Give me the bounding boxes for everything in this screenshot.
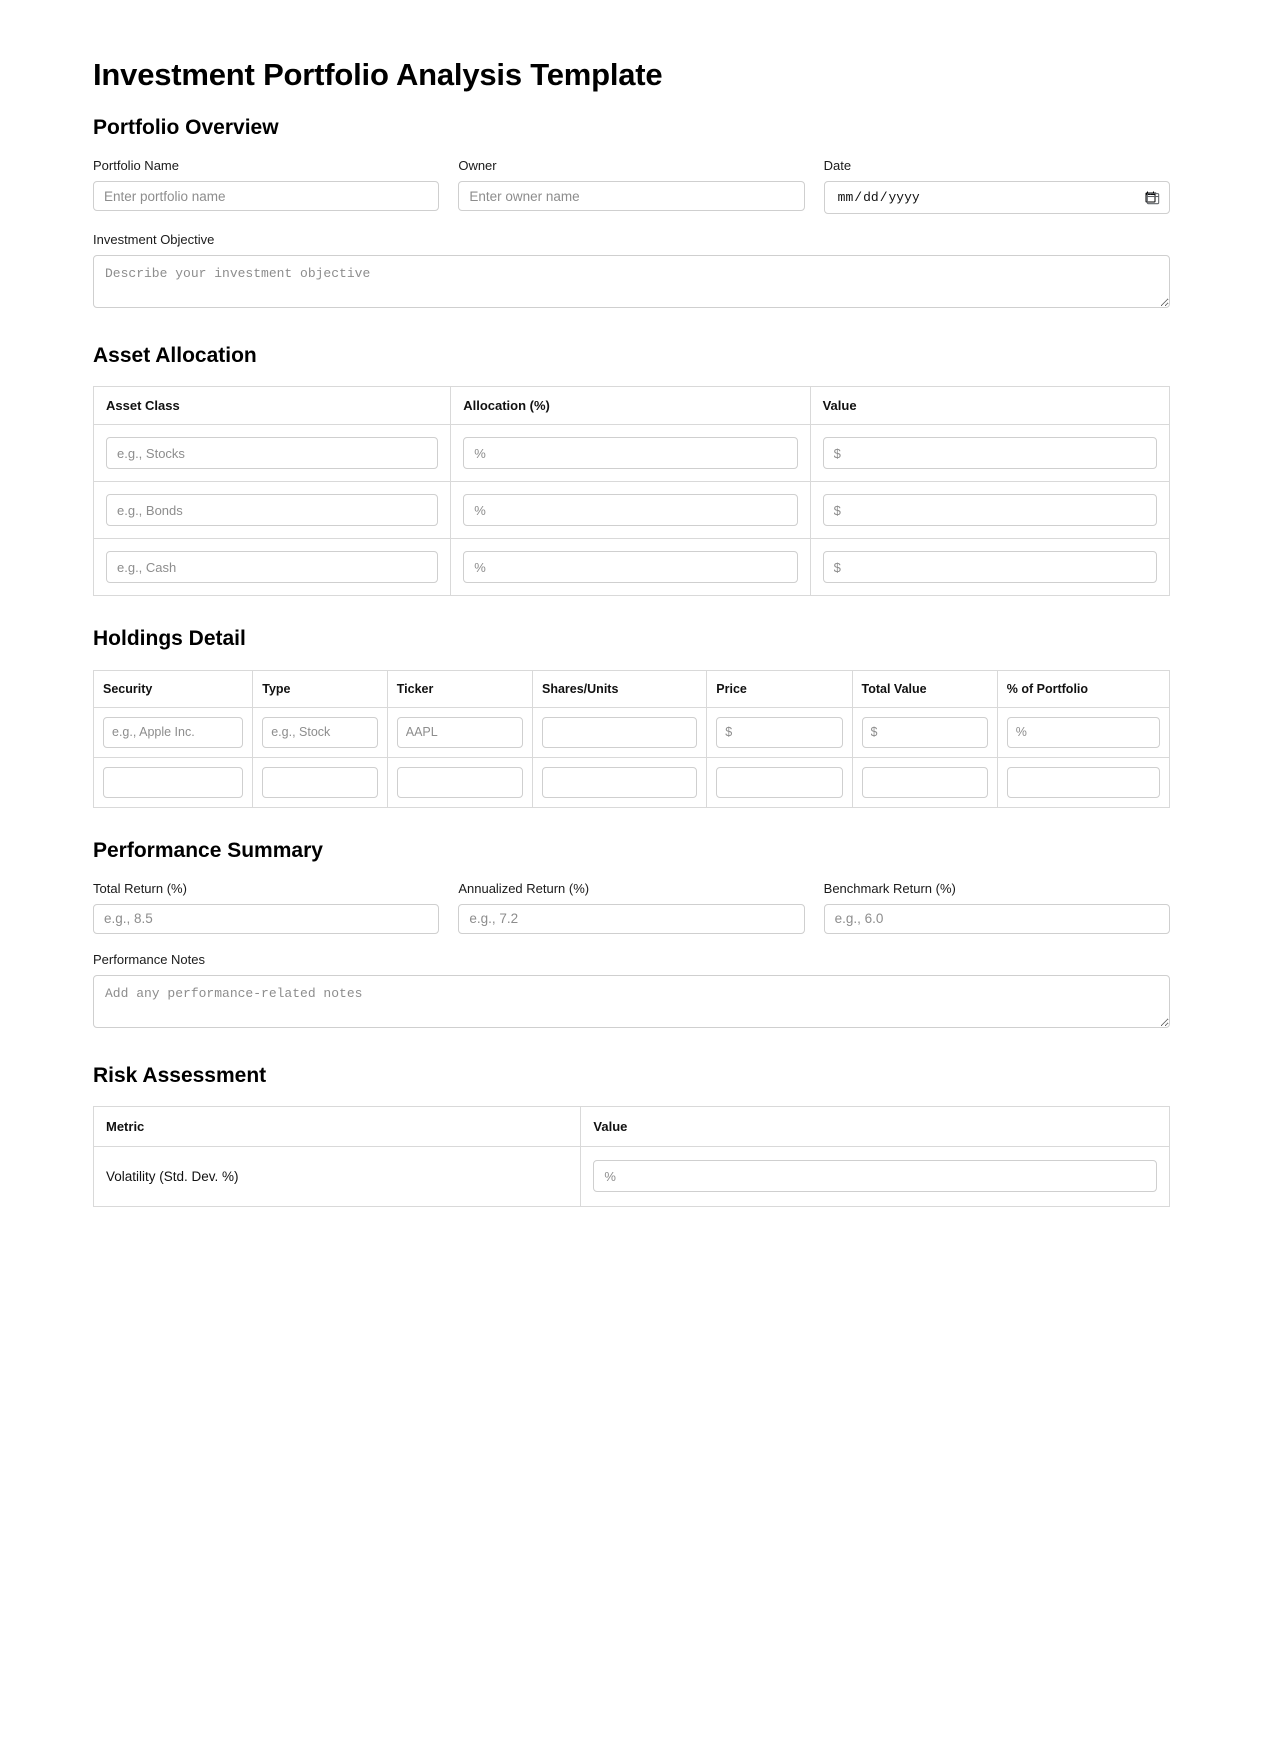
- price-input-2[interactable]: [716, 767, 842, 798]
- table-row: [94, 707, 1170, 757]
- pct-portfolio-input-2[interactable]: [1007, 767, 1160, 798]
- field-total-return: [93, 881, 439, 934]
- performance-notes-textarea[interactable]: [93, 975, 1170, 1028]
- cell-security: [94, 707, 253, 757]
- column-header-security: Security: [94, 670, 253, 707]
- table-row: [94, 1146, 1170, 1206]
- table-row: [94, 425, 1170, 482]
- field-investment-objective: [93, 232, 1170, 313]
- cell-pct-portfolio: [997, 757, 1169, 807]
- volatility-input[interactable]: [593, 1160, 1157, 1192]
- field-annualized-return: [458, 881, 804, 934]
- portfolio-name-input[interactable]: [93, 181, 439, 211]
- cell-metric-value: [581, 1146, 1170, 1206]
- section-portfolio-overview: [93, 115, 1170, 313]
- column-header-asset-class: Asset Class: [94, 387, 451, 425]
- date-input-wrapper: [824, 181, 1170, 214]
- cell-asset-class: [94, 482, 451, 539]
- label-date: Date: [823, 158, 852, 174]
- value-input-1[interactable]: [823, 437, 1157, 469]
- table-header-row: [94, 1106, 1170, 1146]
- cell-price: [707, 707, 852, 757]
- label-portfolio-name: Portfolio Name: [93, 158, 179, 174]
- section-risk-assessment: [93, 1063, 1170, 1207]
- risk-table-body: [94, 1146, 1170, 1206]
- annualized-return-input[interactable]: [458, 904, 804, 934]
- cell-asset-class: [94, 425, 451, 482]
- column-header-shares-units: Shares/Units: [532, 670, 706, 707]
- investment-objective-textarea[interactable]: [93, 255, 1170, 308]
- field-portfolio-name: [93, 158, 439, 214]
- cell-type: [253, 757, 388, 807]
- cell-allocation: [451, 482, 810, 539]
- pct-portfolio-input-1[interactable]: [1007, 717, 1160, 748]
- asset-class-input-3[interactable]: [106, 551, 438, 583]
- owner-input[interactable]: [458, 181, 804, 211]
- column-header-total-value: Total Value: [852, 670, 997, 707]
- ticker-input-1[interactable]: [397, 717, 523, 748]
- holdings-detail-table: [93, 670, 1170, 808]
- shares-input-2[interactable]: [542, 767, 697, 798]
- cell-value: [810, 425, 1169, 482]
- asset-class-input-1[interactable]: [106, 437, 438, 469]
- cell-ticker: [387, 707, 532, 757]
- cell-value: [810, 482, 1169, 539]
- risk-table-head: [94, 1106, 1170, 1146]
- column-header-value: Value: [581, 1106, 1170, 1146]
- cell-metric-volatility: Volatility (Std. Dev. %): [94, 1146, 581, 1206]
- asset-class-input-2[interactable]: [106, 494, 438, 526]
- label-performance-notes: Performance Notes: [93, 951, 205, 967]
- value-input-2[interactable]: [823, 494, 1157, 526]
- type-input-2[interactable]: [262, 767, 378, 798]
- shares-input-1[interactable]: [542, 717, 697, 748]
- value-input-3[interactable]: [823, 551, 1157, 583]
- holdings-table-head: [94, 670, 1170, 707]
- cell-shares: [532, 707, 706, 757]
- field-owner: [458, 158, 804, 214]
- cell-allocation: [451, 425, 810, 482]
- security-input-1[interactable]: [103, 717, 243, 748]
- section-asset-allocation: [93, 343, 1170, 596]
- cell-value: [810, 539, 1169, 596]
- label-total-return: Total Return (%): [93, 880, 187, 896]
- section-holdings-detail: [93, 626, 1170, 807]
- table-header-row: [94, 387, 1170, 425]
- cell-price: [707, 757, 852, 807]
- table-row: [94, 539, 1170, 596]
- field-date: [824, 158, 1170, 214]
- cell-shares: [532, 757, 706, 807]
- label-owner: Owner: [458, 158, 497, 174]
- risk-assessment-table: [93, 1106, 1170, 1207]
- label-investment-objective: Investment Objective: [93, 232, 215, 248]
- price-input-1[interactable]: [716, 717, 842, 748]
- allocation-input-2[interactable]: [463, 494, 797, 526]
- field-performance-notes: [93, 952, 1170, 1033]
- section-performance-summary: [93, 838, 1170, 1033]
- total-value-input-1[interactable]: [862, 717, 988, 748]
- column-header-type: Type: [253, 670, 388, 707]
- type-input-1[interactable]: [262, 717, 378, 748]
- column-header-allocation-pct: Allocation (%): [451, 387, 810, 425]
- section-title-portfolio-overview: Portfolio Overview: [93, 116, 279, 140]
- cell-type: [253, 707, 388, 757]
- asset-allocation-table-body: [94, 425, 1170, 596]
- table-row: [94, 757, 1170, 807]
- label-annualized-return: Annualized Return (%): [458, 880, 590, 896]
- cell-allocation: [451, 539, 810, 596]
- cell-security: [94, 757, 253, 807]
- page-title: Investment Portfolio Analysis Template: [93, 57, 663, 92]
- column-header-ticker: Ticker: [387, 670, 532, 707]
- label-benchmark-return: Benchmark Return (%): [823, 880, 956, 896]
- column-header-pct-of-portfolio: % of Portfolio: [997, 670, 1169, 707]
- section-title-asset-allocation: Asset Allocation: [93, 344, 257, 368]
- column-header-value: Value: [810, 387, 1169, 425]
- date-input[interactable]: [824, 181, 1170, 214]
- column-header-metric: Metric: [94, 1106, 581, 1146]
- field-benchmark-return: [824, 881, 1170, 934]
- allocation-input-1[interactable]: [463, 437, 797, 469]
- allocation-input-3[interactable]: [463, 551, 797, 583]
- section-title-holdings-detail: Holdings Detail: [93, 627, 246, 651]
- benchmark-return-input[interactable]: [824, 904, 1170, 934]
- asset-allocation-table-head: [94, 387, 1170, 425]
- ticker-input-2[interactable]: [397, 767, 523, 798]
- performance-summary-field-row: [93, 881, 1170, 934]
- table-row: [94, 482, 1170, 539]
- cell-pct-portfolio: [997, 707, 1169, 757]
- column-header-price: Price: [707, 670, 852, 707]
- section-title-performance-summary: Performance Summary: [93, 838, 323, 862]
- total-return-input[interactable]: [93, 904, 439, 934]
- asset-allocation-table: [93, 386, 1170, 596]
- portfolio-overview-field-row: [93, 158, 1170, 214]
- cell-total-value: [852, 757, 997, 807]
- cell-asset-class: [94, 539, 451, 596]
- holdings-table-body: [94, 707, 1170, 807]
- cell-total-value: [852, 707, 997, 757]
- cell-ticker: [387, 757, 532, 807]
- section-title-risk-assessment: Risk Assessment: [93, 1063, 267, 1087]
- table-header-row: [94, 670, 1170, 707]
- security-input-2[interactable]: [103, 767, 243, 798]
- total-value-input-2[interactable]: [862, 767, 988, 798]
